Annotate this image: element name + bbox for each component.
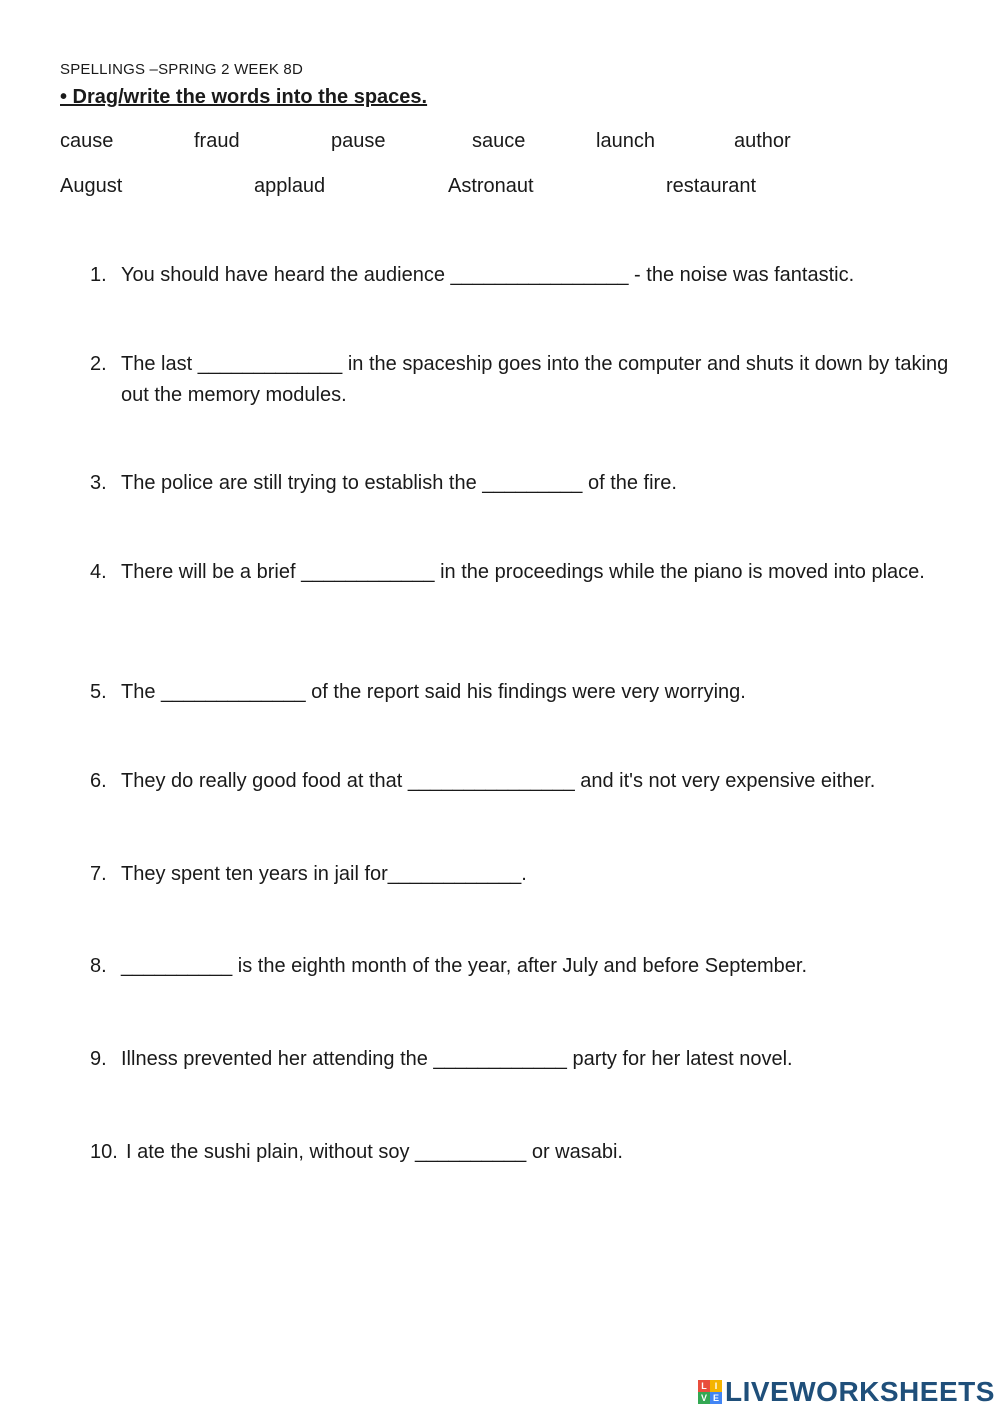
- word-bank-item[interactable]: Astronaut: [448, 175, 534, 197]
- question-text: The police are still trying to establish the _________ of the fire.: [121, 472, 677, 494]
- question-2[interactable]: [90, 349, 950, 411]
- question-number: 2.: [90, 353, 107, 375]
- question-10[interactable]: [90, 1137, 950, 1168]
- logo-letter: V: [698, 1392, 710, 1404]
- question-4[interactable]: [90, 557, 950, 588]
- question-number: 3.: [90, 472, 107, 494]
- question-text: I ate the sushi plain, without soy __________ or wasabi.: [126, 1141, 623, 1163]
- question-7[interactable]: [90, 859, 950, 890]
- question-number: 7.: [90, 863, 107, 885]
- question-text: They do really good food at that _______________ and it's not very expensive either.: [121, 770, 876, 792]
- word-bank-item[interactable]: restaurant: [666, 175, 757, 197]
- word-bank-item[interactable]: applaud: [254, 175, 326, 197]
- instruction-text: • Drag/write the words into the spaces.: [60, 86, 428, 108]
- question-number: 9.: [90, 1048, 107, 1070]
- question-number: 4.: [90, 561, 107, 583]
- word-bank-item[interactable]: launch: [596, 130, 655, 152]
- question-8[interactable]: [90, 951, 950, 982]
- logo-letter: L: [698, 1380, 710, 1392]
- question-text: There will be a brief ____________ in the proceedings while the piano is moved into place.: [121, 561, 925, 583]
- question-text: Illness prevented her attending the ____________ party for her latest novel.: [121, 1048, 793, 1070]
- liveworksheets-logo-icon: [698, 1380, 722, 1404]
- question-9[interactable]: [90, 1044, 950, 1075]
- question-number: 1.: [90, 264, 107, 286]
- question-number: 8.: [90, 955, 107, 977]
- word-bank-item[interactable]: author: [734, 130, 791, 152]
- logo-letter: E: [710, 1392, 722, 1404]
- word-bank-item[interactable]: pause: [331, 130, 386, 152]
- liveworksheets-logo: [698, 1374, 995, 1410]
- question-1[interactable]: [90, 260, 950, 291]
- question-number: 10.: [90, 1141, 118, 1163]
- question-6[interactable]: [90, 766, 970, 797]
- word-bank-item[interactable]: August: [60, 175, 123, 197]
- question-text: The _____________ of the report said his findings were very worrying.: [121, 681, 746, 703]
- question-text: They spent ten years in jail for____________.: [121, 863, 527, 885]
- question-5[interactable]: [90, 677, 950, 708]
- question-text: You should have heard the audience ________________ - the noise was fantastic.: [121, 264, 855, 286]
- liveworksheets-logo-text: LIVEWORKSHEETS: [725, 1376, 995, 1407]
- question-number: 5.: [90, 681, 107, 703]
- logo-letter: I: [710, 1380, 722, 1392]
- word-bank-item[interactable]: fraud: [194, 130, 240, 152]
- question-number: 6.: [90, 770, 107, 792]
- question-3[interactable]: [90, 468, 950, 499]
- question-text: The last _____________ in the spaceship goes into the computer and shuts it down by taking out the memory modules.: [121, 353, 949, 406]
- worksheet-header-label: SPELLINGS –SPRING 2 WEEK 8D: [60, 61, 303, 78]
- question-text: __________ is the eighth month of the year, after July and before September.: [121, 955, 808, 977]
- word-bank-item[interactable]: cause: [60, 130, 114, 152]
- word-bank-item[interactable]: sauce: [472, 130, 526, 152]
